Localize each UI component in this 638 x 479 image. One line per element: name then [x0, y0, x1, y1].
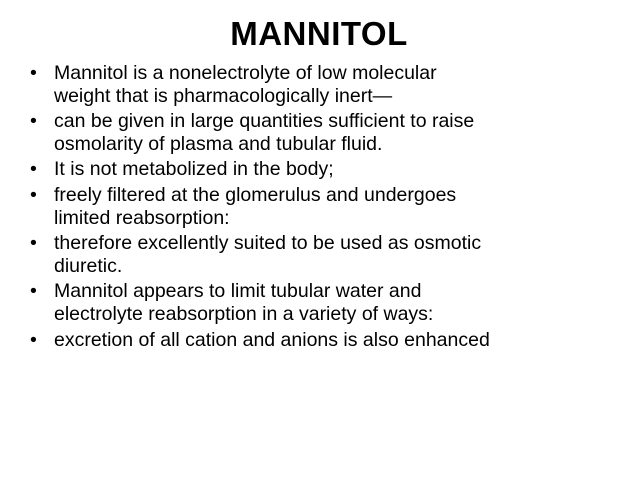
bullet-text-line: diuretic. — [54, 254, 123, 277]
bullet-list — [30, 62, 620, 354]
bullet-item — [30, 184, 620, 229]
bullet-item — [30, 280, 620, 325]
bullet-item — [30, 62, 620, 107]
bullet-item — [30, 158, 620, 181]
bullet-text-line: limited reabsorption: — [54, 206, 230, 229]
bullet-text-line: excretion of all cation and anions is also enhanced — [54, 328, 490, 351]
bullet-marker: • — [30, 232, 37, 255]
bullet-text-line: weight that is pharmacologically inert— — [54, 84, 393, 107]
bullet-marker: • — [30, 280, 37, 303]
bullet-marker: • — [30, 183, 37, 206]
bullet-marker: • — [30, 328, 37, 351]
bullet-text-line: therefore excellently suited to be used as osmotic — [54, 232, 482, 255]
bullet-marker: • — [30, 110, 37, 133]
bullet-item — [30, 329, 620, 352]
slide-title: MANNITOL — [230, 15, 408, 52]
bullet-item — [30, 232, 620, 277]
bullet-text-line: can be given in large quantities sufficient to raise — [54, 110, 475, 133]
bullet-text-line: osmolarity of plasma and tubular fluid. — [54, 132, 383, 155]
bullet-text-line: Mannitol is a nonelectrolyte of low molecular — [54, 62, 437, 84]
bullet-text-line: freely filtered at the glomerulus and undergoes — [54, 183, 457, 206]
bullet-text-line: It is not metabolized in the body; — [54, 158, 334, 181]
bullet-item — [30, 110, 620, 155]
bullet-marker: • — [30, 62, 37, 84]
bullet-text-line: Mannitol appears to limit tubular water and — [54, 280, 422, 303]
bullet-text-line: electrolyte reabsorption in a variety of ways: — [54, 302, 434, 325]
bullet-marker: • — [30, 158, 37, 181]
